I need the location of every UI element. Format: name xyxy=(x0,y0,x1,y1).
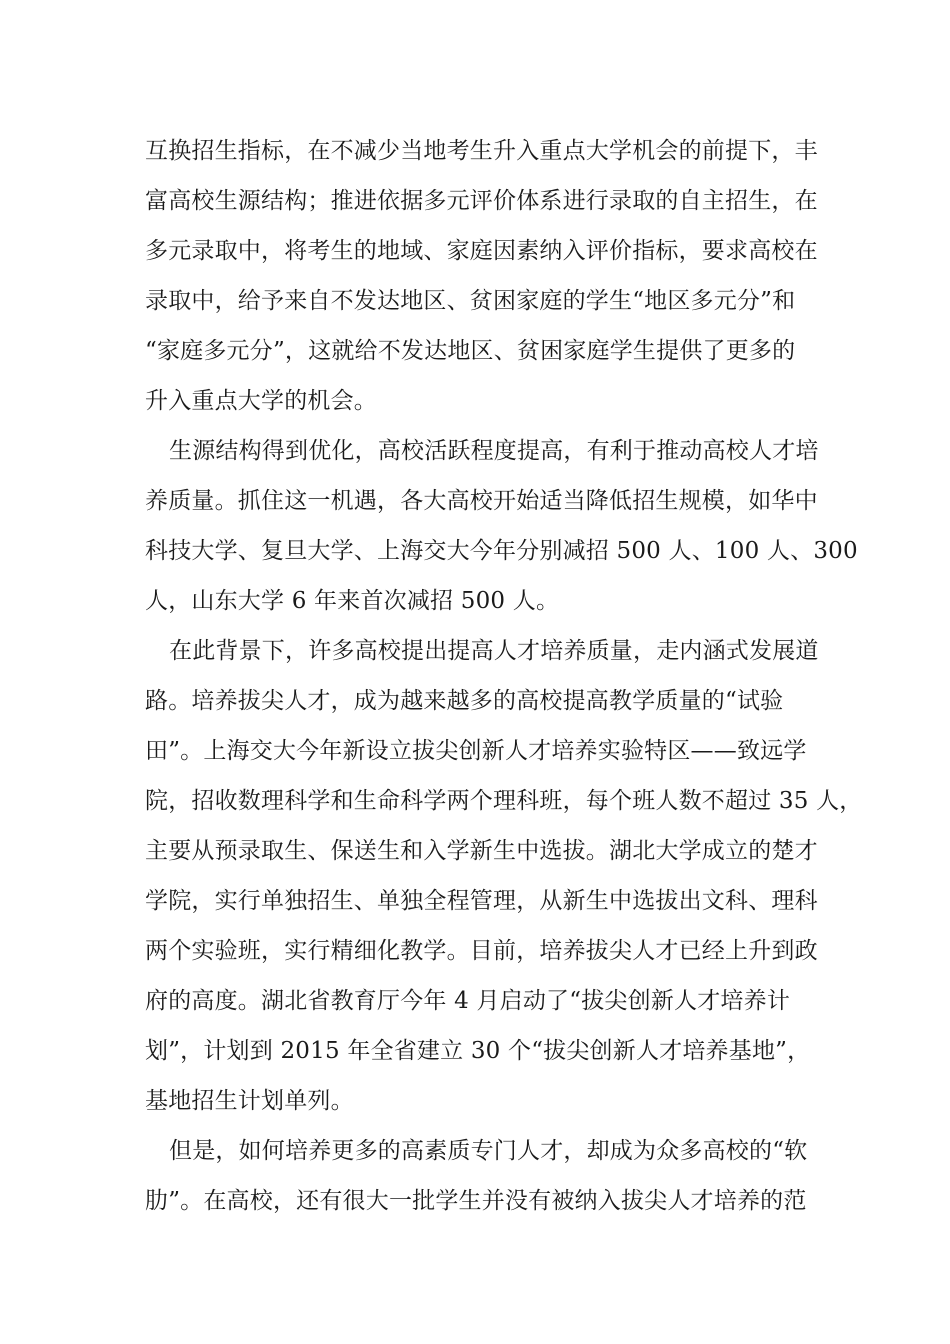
text-line: 人，山东大学 6 年来首次减招 500 人。 xyxy=(145,588,560,614)
text-line: 录取中，给予来自不发达地区、贫困家庭的学生“地区多元分”和 xyxy=(145,288,796,314)
text-line: 但是，如何培养更多的高素质专门人才，却成为众多高校的“软 xyxy=(169,1138,808,1164)
text-line: 划”，计划到 2015 年全省建立 30 个“拔尖创新人才培养基地”， xyxy=(145,1038,811,1064)
text-line: 互换招生指标，在不减少当地考生升入重点大学机会的前提下，丰 xyxy=(145,138,818,164)
text-line: 富高校生源结构；推进依据多元评价体系进行录取的自主招生，在 xyxy=(145,188,818,214)
text-line: 升入重点大学的机会。 xyxy=(145,388,377,414)
text-line: 田”。上海交大今年新设立拔尖创新人才培养实验特区——致远学 xyxy=(145,738,807,764)
paragraph-1 xyxy=(145,126,825,426)
paragraph-3 xyxy=(145,626,863,1126)
text-line: 基地招生计划单列。 xyxy=(145,1088,354,1114)
text-line: 多元录取中，将考生的地域、家庭因素纳入评价指标，要求高校在 xyxy=(145,238,818,264)
text-line: 生源结构得到优化，高校活跃程度提高，有利于推动高校人才培 xyxy=(169,438,819,464)
text-line: 主要从预录取生、保送生和入学新生中选拔。湖北大学成立的楚才 xyxy=(145,838,818,864)
text-line: 养质量。抓住这一机遇，各大高校开始适当降低招生规模，如华中 xyxy=(145,488,818,514)
text-line: 肋”。在高校，还有很大一批学生并没有被纳入拔尖人才培养的范 xyxy=(145,1188,807,1214)
text-line: 院，招收数理科学和生命科学两个理科班，每个班人数不超过 35 人， xyxy=(145,788,863,814)
text-line: 学院，实行单独招生、单独全程管理，从新生中选拔出文科、理科 xyxy=(145,888,818,914)
text-line: 科技大学、复旦大学、上海交大今年分别减招 500 人、100 人、300 xyxy=(145,538,858,564)
text-line: 两个实验班，实行精细化教学。目前，培养拔尖人才已经上升到政 xyxy=(145,938,818,964)
text-line: “家庭多元分”，这就给不发达地区、贫困家庭学生提供了更多的 xyxy=(145,338,796,364)
text-line: 在此背景下，许多高校提出提高人才培养质量，走内涵式发展道 xyxy=(169,638,819,664)
document-body xyxy=(145,126,863,1226)
text-line: 路。培养拔尖人才，成为越来越多的高校提高教学质量的“试验 xyxy=(145,688,784,714)
paragraph-2 xyxy=(145,426,858,626)
paragraph-4 xyxy=(145,1126,825,1226)
text-line: 府的高度。湖北省教育厅今年 4 月启动了“拔尖创新人才培养计 xyxy=(145,988,791,1014)
